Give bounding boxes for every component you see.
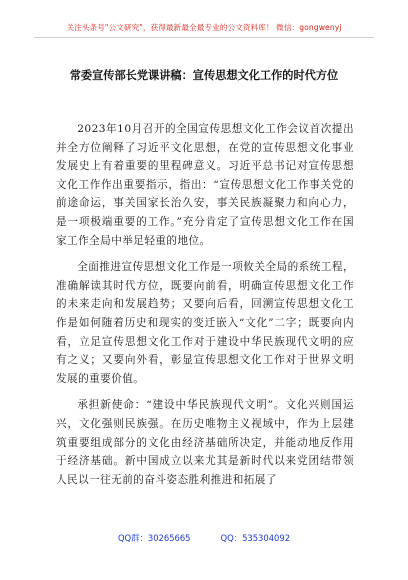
paragraph-2: 全面推进宣传思想文化工作是一项攸关全局的系统工程，准确解读其时代方位，既要向前看，明确宣传思想文化工作的未来走向和发展趋势；又要向后看，回溯宣传思想文化工作是如何随着历史和现实的变迁嵌入“文化”二字；既要向内看，立足宣传思想文化工作对于建设中华民族现代文明的应有之义；又要向外看，彰显宣传思想文化工作对于世界文明发展的重要价值。 [56, 261, 354, 385]
document-title: 常委宣传部长党课讲稿：宣传思想文化工作的时代方位 [69, 69, 339, 82]
footer-qq-group: QQ群：30265665 [117, 533, 191, 543]
header-divider [34, 37, 374, 38]
header-banner: 关注头条号"公文研究"，获得最新最全最专业的公文资料库！ 微信：gongwenyj [66, 23, 342, 32]
footer-qq-number: QQ：535304092 [220, 533, 291, 543]
footer-contact [0, 532, 408, 544]
document-body [56, 120, 354, 497]
paragraph-1: 2023年10月召开的全国宣传思想文化工作会议首次提出并全方位阐释了习近平文化思想，在党的宣传思想文化事业发展史上有着重要的里程碑意义。习近平总书记对宣传思想文化工作作出重要指示，指出：“宣传思想文化工作事关党的前途命运，事关国家长治久安，事关民族凝聚力和向心力，是一项极端重要的工作。”充分肯定了宣传思想文化工作在国家工作全局中举足轻重的地位。 [56, 123, 354, 247]
paragraph-3: 承担新使命：“建设中华民族现代文明”。文化兴则国运兴，文化强则民族强。在历史唯物主义视域中，作为上层建筑重要组成部分的文化由经济基础所决定，并能动地反作用于经济基础。新中国成立以来尤其是新时代以来党团结带领人民以一往无前的奋斗姿态胜利推进和拓展了 [56, 399, 354, 486]
